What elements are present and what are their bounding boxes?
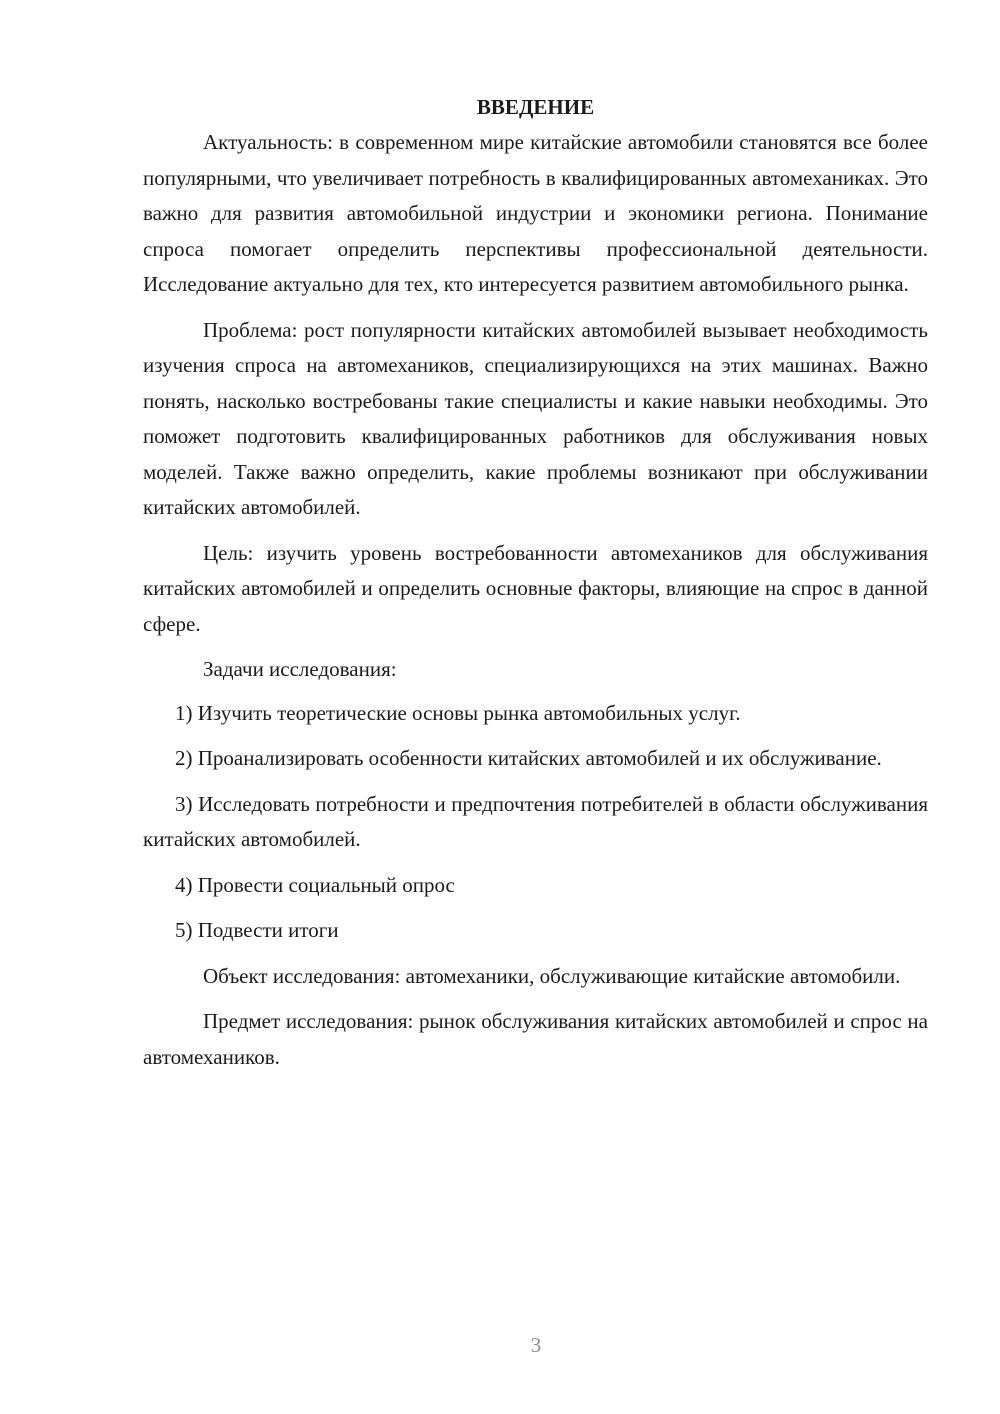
subject-paragraph: Предмет исследования: рынок обслуживания китайских автомобилей и спрос на автомехаников. bbox=[143, 1009, 928, 1069]
task-item-5: 5) Подвести итоги bbox=[175, 918, 339, 942]
page-number: 3 bbox=[530, 1333, 542, 1357]
relevance-paragraph: Актуальность: в современном мире китайские автомобили становятся все более популярными, что увеличивает потребность в квалифицированных автомеханиках. Это важно для развития автомобильной индустрии и экономики региона. Понимание спроса помогает определить перспективы профессиональной деятельности. Исследование актуально для тех, кто интересуется развитием автомобильного рынка. bbox=[143, 130, 928, 296]
page-title: ВВЕДЕНИЕ bbox=[476, 95, 595, 119]
task-item-4: 4) Провести социальный опрос bbox=[175, 872, 455, 897]
object-paragraph: Объект исследования: автомеханики, обслуживающие китайские автомобили. bbox=[203, 963, 901, 988]
task-item-3: 3) Исследовать потребности и предпочтения потребителей в области обслуживания китайских автомобилей. bbox=[143, 791, 928, 851]
tasks-list bbox=[143, 696, 928, 949]
task-item-2: 2) Проанализировать особенности китайских автомобилей и их обслуживание. bbox=[175, 746, 882, 770]
tasks-heading: Задачи исследования: bbox=[203, 657, 397, 681]
problem-paragraph: Проблема: рост популярности китайских автомобилей вызывает необходимость изучения спроса на автомехаников, специализирующихся на этих машинах. Важно понять, насколько востребованы такие специалисты и какие навыки необходимы. Это поможет подготовить квалифицированных работников для обслуживания новых моделей. Также важно определить, какие проблемы возникают при обслуживании китайских автомобилей. bbox=[143, 317, 928, 519]
task-item-1: 1) Изучить теоретические основы рынка автомобильных услуг. bbox=[175, 700, 741, 725]
goal-paragraph: Цель: изучить уровень востребованности автомехаников для обслуживания китайских автомобилей и определить основные факторы, влияющие на спрос в данной сфере. bbox=[143, 540, 928, 636]
